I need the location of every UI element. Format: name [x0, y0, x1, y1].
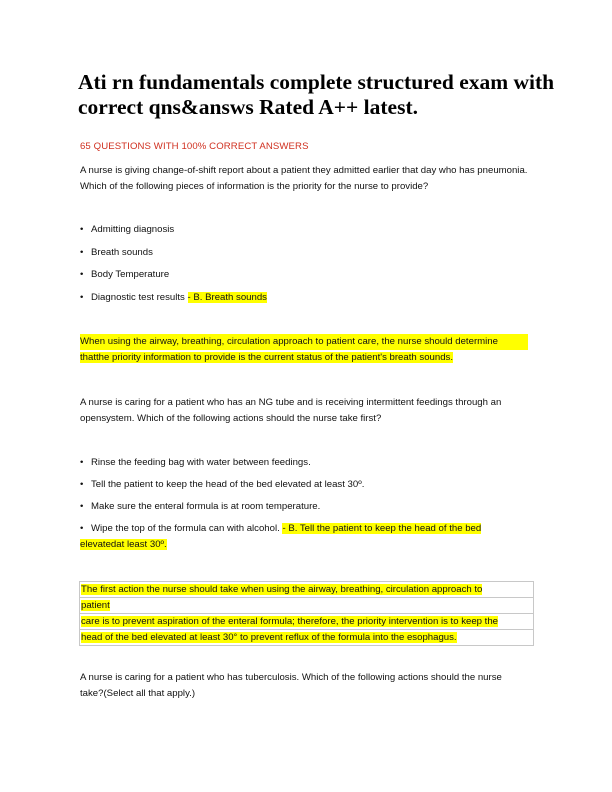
- q2-option-b: • Tell the patient to keep the head of the bed elevated at least 30º.: [80, 477, 540, 493]
- document-title: Ati rn fundamentals complete structured exam with correct qns&answs Rated A++ latest.: [78, 70, 555, 119]
- bullet-icon: •: [80, 501, 84, 512]
- q1-option-a: • Admitting diagnosis: [80, 222, 540, 238]
- q2-answer-continued: elevatedat least 30º.: [80, 538, 167, 550]
- q1-rationale: When using the airway, breathing, circulation approach to patient care, the nurse should determine thatthe priority information to provide is the current status of the patient's breath sounds.: [80, 334, 528, 365]
- questions-subheading: 65 QUESTIONS WITH 100% CORRECT ANSWERS: [80, 141, 309, 152]
- bullet-icon: •: [80, 292, 84, 303]
- question-3-text: A nurse is caring for a patient who has tuberculosis. Which of the following actions should the nurse take?(Select all that apply.): [80, 672, 502, 699]
- q1-option-b: • Breath sounds: [80, 245, 540, 261]
- bullet-icon: •: [80, 523, 84, 534]
- q2-option-a: • Rinse the feeding bag with water between feedings.: [80, 455, 540, 471]
- bullet-icon: •: [80, 269, 84, 280]
- q2-rationale-box: The first action the nurse should take when using the airway, breathing, circulation approach to patient care is to prevent aspiration of the enteral formula; therefore, the priority intervention is to keep the head of the bed elevated at least 30° to prevent reflux of the formula into the esophagus.: [79, 581, 534, 646]
- q2-answer: - B. Tell the patient to keep the head of the bed: [282, 523, 482, 534]
- q2-option-c: • Make sure the enteral formula is at room temperature.: [80, 499, 540, 515]
- bullet-icon: •: [80, 457, 84, 468]
- q2-option-d: • Wipe the top of the formula can with alcohol. - B. Tell the patient to keep the head of the bed elevatedat least 30º.: [80, 523, 482, 550]
- bullet-icon: •: [80, 479, 84, 490]
- bullet-icon: •: [80, 224, 84, 235]
- q1-option-d: • Diagnostic test results - B. Breath sounds: [80, 290, 540, 306]
- question-1-text: A nurse is giving change-of-shift report about a patient they admitted earlier that day who has pneumonia. Which of the following pieces of information is the priority for the nurse to provide?: [80, 165, 528, 192]
- q1-option-c: • Body Temperature: [80, 267, 540, 283]
- q1-answer: - B. Breath sounds: [187, 292, 267, 303]
- bullet-icon: •: [80, 247, 84, 258]
- question-2-text: A nurse is caring for a patient who has an NG tube and is receiving intermittent feedings through an opensystem. Which of the following actions should the nurse take first?: [80, 397, 502, 424]
